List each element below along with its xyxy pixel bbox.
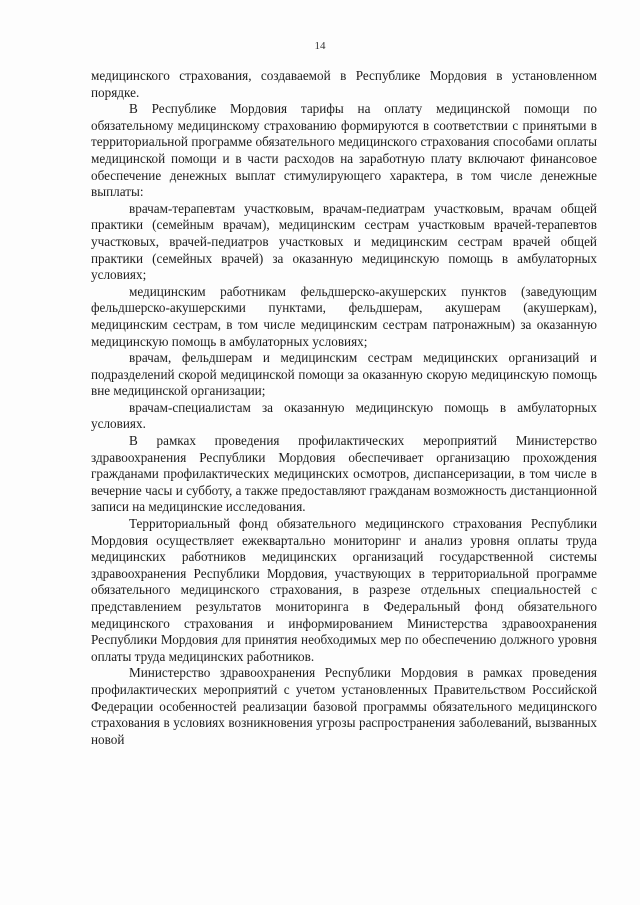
paragraph-district-doctors: врачам-терапевтам участковым, врачам-педиатрам участковым, врачам общей практики (семейным врачам), медицинским сестрам участковым врачей-терапевтов участковых, врачей-педиатров участковых и медицинским сестрам врачей общей практики (семейных врачей) за оказанную медицинскую помощь в амбулаторных условиях;	[91, 200, 597, 283]
paragraph-territorial-fund: Территориальный фонд обязательного медицинского страхования Республики Мордовия осуществляет ежеквартально мониторинг и анализ уровня оплаты труда медицинских работников медицинских организаций государственной системы здравоохранения Республики Мордовия, участвующих в территориальной программе обязательного медицинского страхования, в разрезе отдельных специальностей с представлением результатов мониторинга в Федеральный фонд обязательного медицинского страхования и информированием Министерства здравоохранения Республики Мордовия для принятия необходимых мер по обеспечению должного уровня оплаты труда медицинских работников.	[91, 516, 597, 664]
paragraph-ministry: Министерство здравоохранения Республики Мордовия в рамках проведения профилактических мероприятий с учетом установленных Правительством Российской Федерации особенностей реализации базовой программы обязательного медицинского страхования в условиях возникновения угрозы распространения заболеваний, вызванных новой	[91, 665, 597, 747]
page-number: 14	[314, 40, 326, 52]
paragraph-specialists: врачам-специалистам за оказанную медицинскую помощь в амбулаторных условиях.	[91, 399, 597, 432]
paragraph-feldsher-points: медицинским работникам фельдшерско-акушерских пунктов (заведующим фельдшерско-акушерскими пунктами, фельдшерам, акушерам (акушеркам), медицинским сестрам, в том числе медицинским сестрам патронажным) за оказанную медицинскую помощь в амбулаторных условиях;	[91, 283, 597, 349]
paragraph-emergency-care: врачам, фельдшерам и медицинским сестрам медицинских организаций и подразделений скорой медицинской помощи за оказанную скорую медицинскую помощь вне медицинской организации;	[91, 350, 597, 399]
paragraph-preventive-measures: В рамках проведения профилактических мероприятий Министерство здравоохранения Республики Мордовия обеспечивает организацию прохождения гражданами профилактических медицинских осмотров, диспансеризации, в том числе в вечерние часы и субботу, а также предоставляют гражданам возможность дистанционной записи на медицинские исследования.	[91, 433, 597, 515]
document-body	[91, 68, 597, 748]
paragraph-tariffs: В Республике Мордовия тарифы на оплату медицинской помощи по обязательному медицинскому страхованию формируются в соответствии с принятыми в территориальной программе обязательного медицинского страхования способами оплаты медицинской помощи и в части расходов на заработную плату включают финансовое обеспечение денежных выплат стимулирующего характера, в том числе денежные выплаты:	[91, 101, 597, 200]
paragraph-continuation: медицинского страхования, создаваемой в Республике Мордовия в установленном порядке.	[91, 68, 597, 100]
